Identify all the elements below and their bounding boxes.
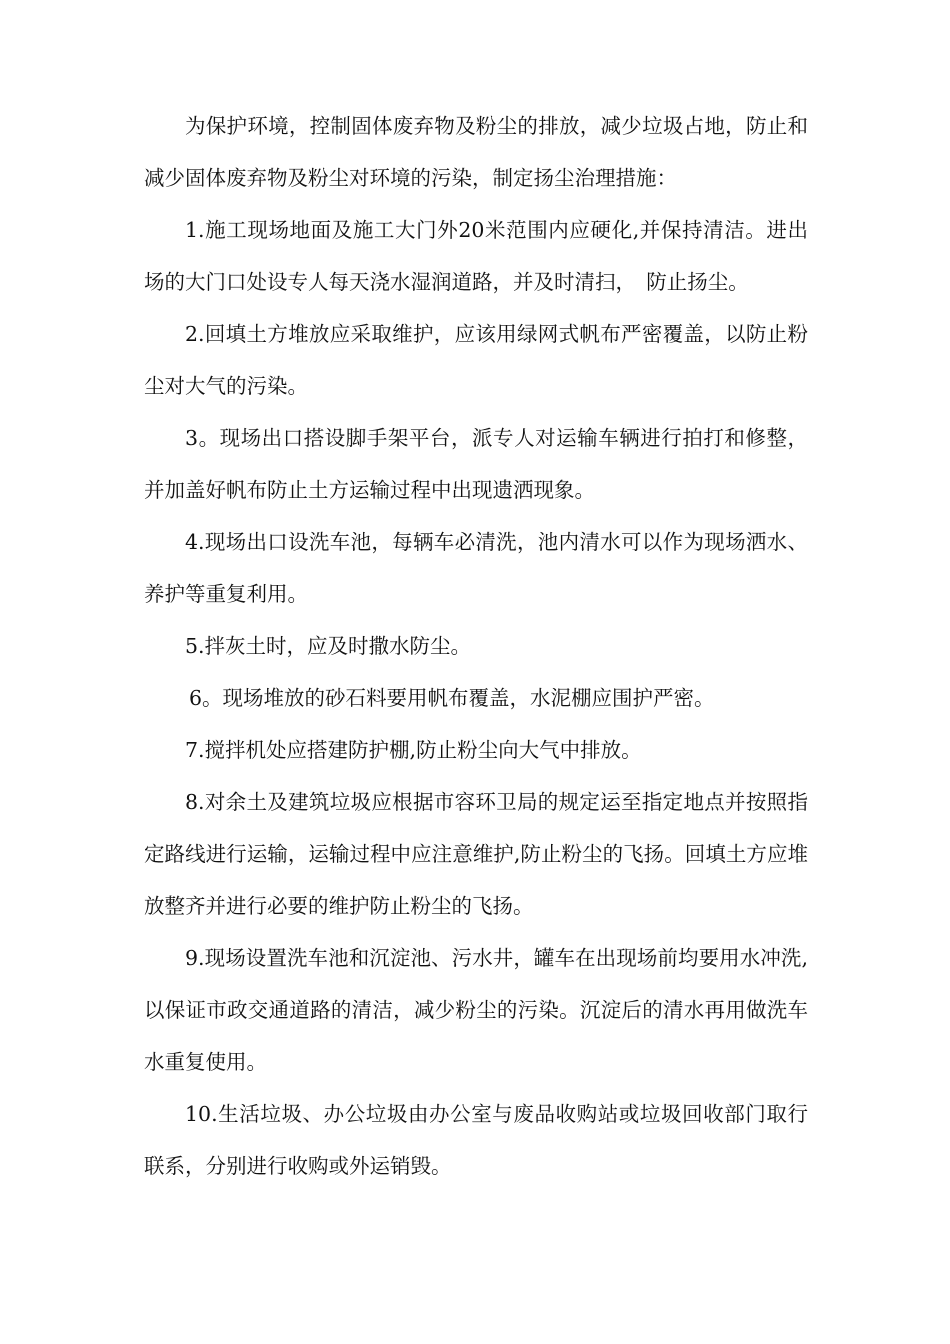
measure-item-6: 6。现场堆放的砂石料要用帆布覆盖，水泥棚应围护严密。 bbox=[189, 686, 715, 710]
measure-item-8: 8.对余土及建筑垃圾应根据市容环卫局的规定运至指定地点并按照指定路线进行运输，运输过程中应注意维护,防止粉尘的飞扬。回填土方应堆放整齐并进行必要的维护防止粉尘的飞扬。 bbox=[144, 790, 808, 918]
measure-item-4: 4.现场出口设洗车池，每辆车必清洗，池内清水可以作为现场洒水、养护等重复利用。 bbox=[144, 530, 808, 606]
document-body bbox=[144, 100, 808, 1192]
measure-item-2: 2.回填土方堆放应采取维护，应该用绿网式帆布严密覆盖，以防止粉尘对大气的污染。 bbox=[144, 322, 808, 398]
measure-item-3: 3。现场出口搭设脚手架平台，派专人对运输车辆进行拍打和修整，并加盖好帆布防止土方运输过程中出现遗洒现象。 bbox=[144, 426, 808, 502]
measure-item-1: 1.施工现场地面及施工大门外20米范围内应硬化,并保持清洁。进出场的大门口处设专人每天浇水湿润道路，并及时清扫， 防止扬尘。 bbox=[144, 218, 808, 294]
intro-paragraph: 为保护环境，控制固体废弃物及粉尘的排放，减少垃圾占地，防止和减少固体废弃物及粉尘对环境的污染，制定扬尘治理措施： bbox=[144, 114, 808, 190]
measure-item-9: 9.现场设置洗车池和沉淀池、污水井，罐车在出现场前均要用水冲洗,以保证市政交通道路的清洁，减少粉尘的污染。沉淀后的清水再用做洗车水重复使用。 bbox=[144, 946, 808, 1074]
measure-item-10: 10.生活垃圾、办公垃圾由办公室与废品收购站或垃圾回收部门取行联系，分别进行收购或外运销毁。 bbox=[144, 1102, 808, 1178]
measure-item-5: 5.拌灰土时，应及时撒水防尘。 bbox=[185, 634, 472, 658]
measure-item-7: 7.搅拌机处应搭建防护棚,防止粉尘向大气中排放。 bbox=[185, 738, 642, 762]
